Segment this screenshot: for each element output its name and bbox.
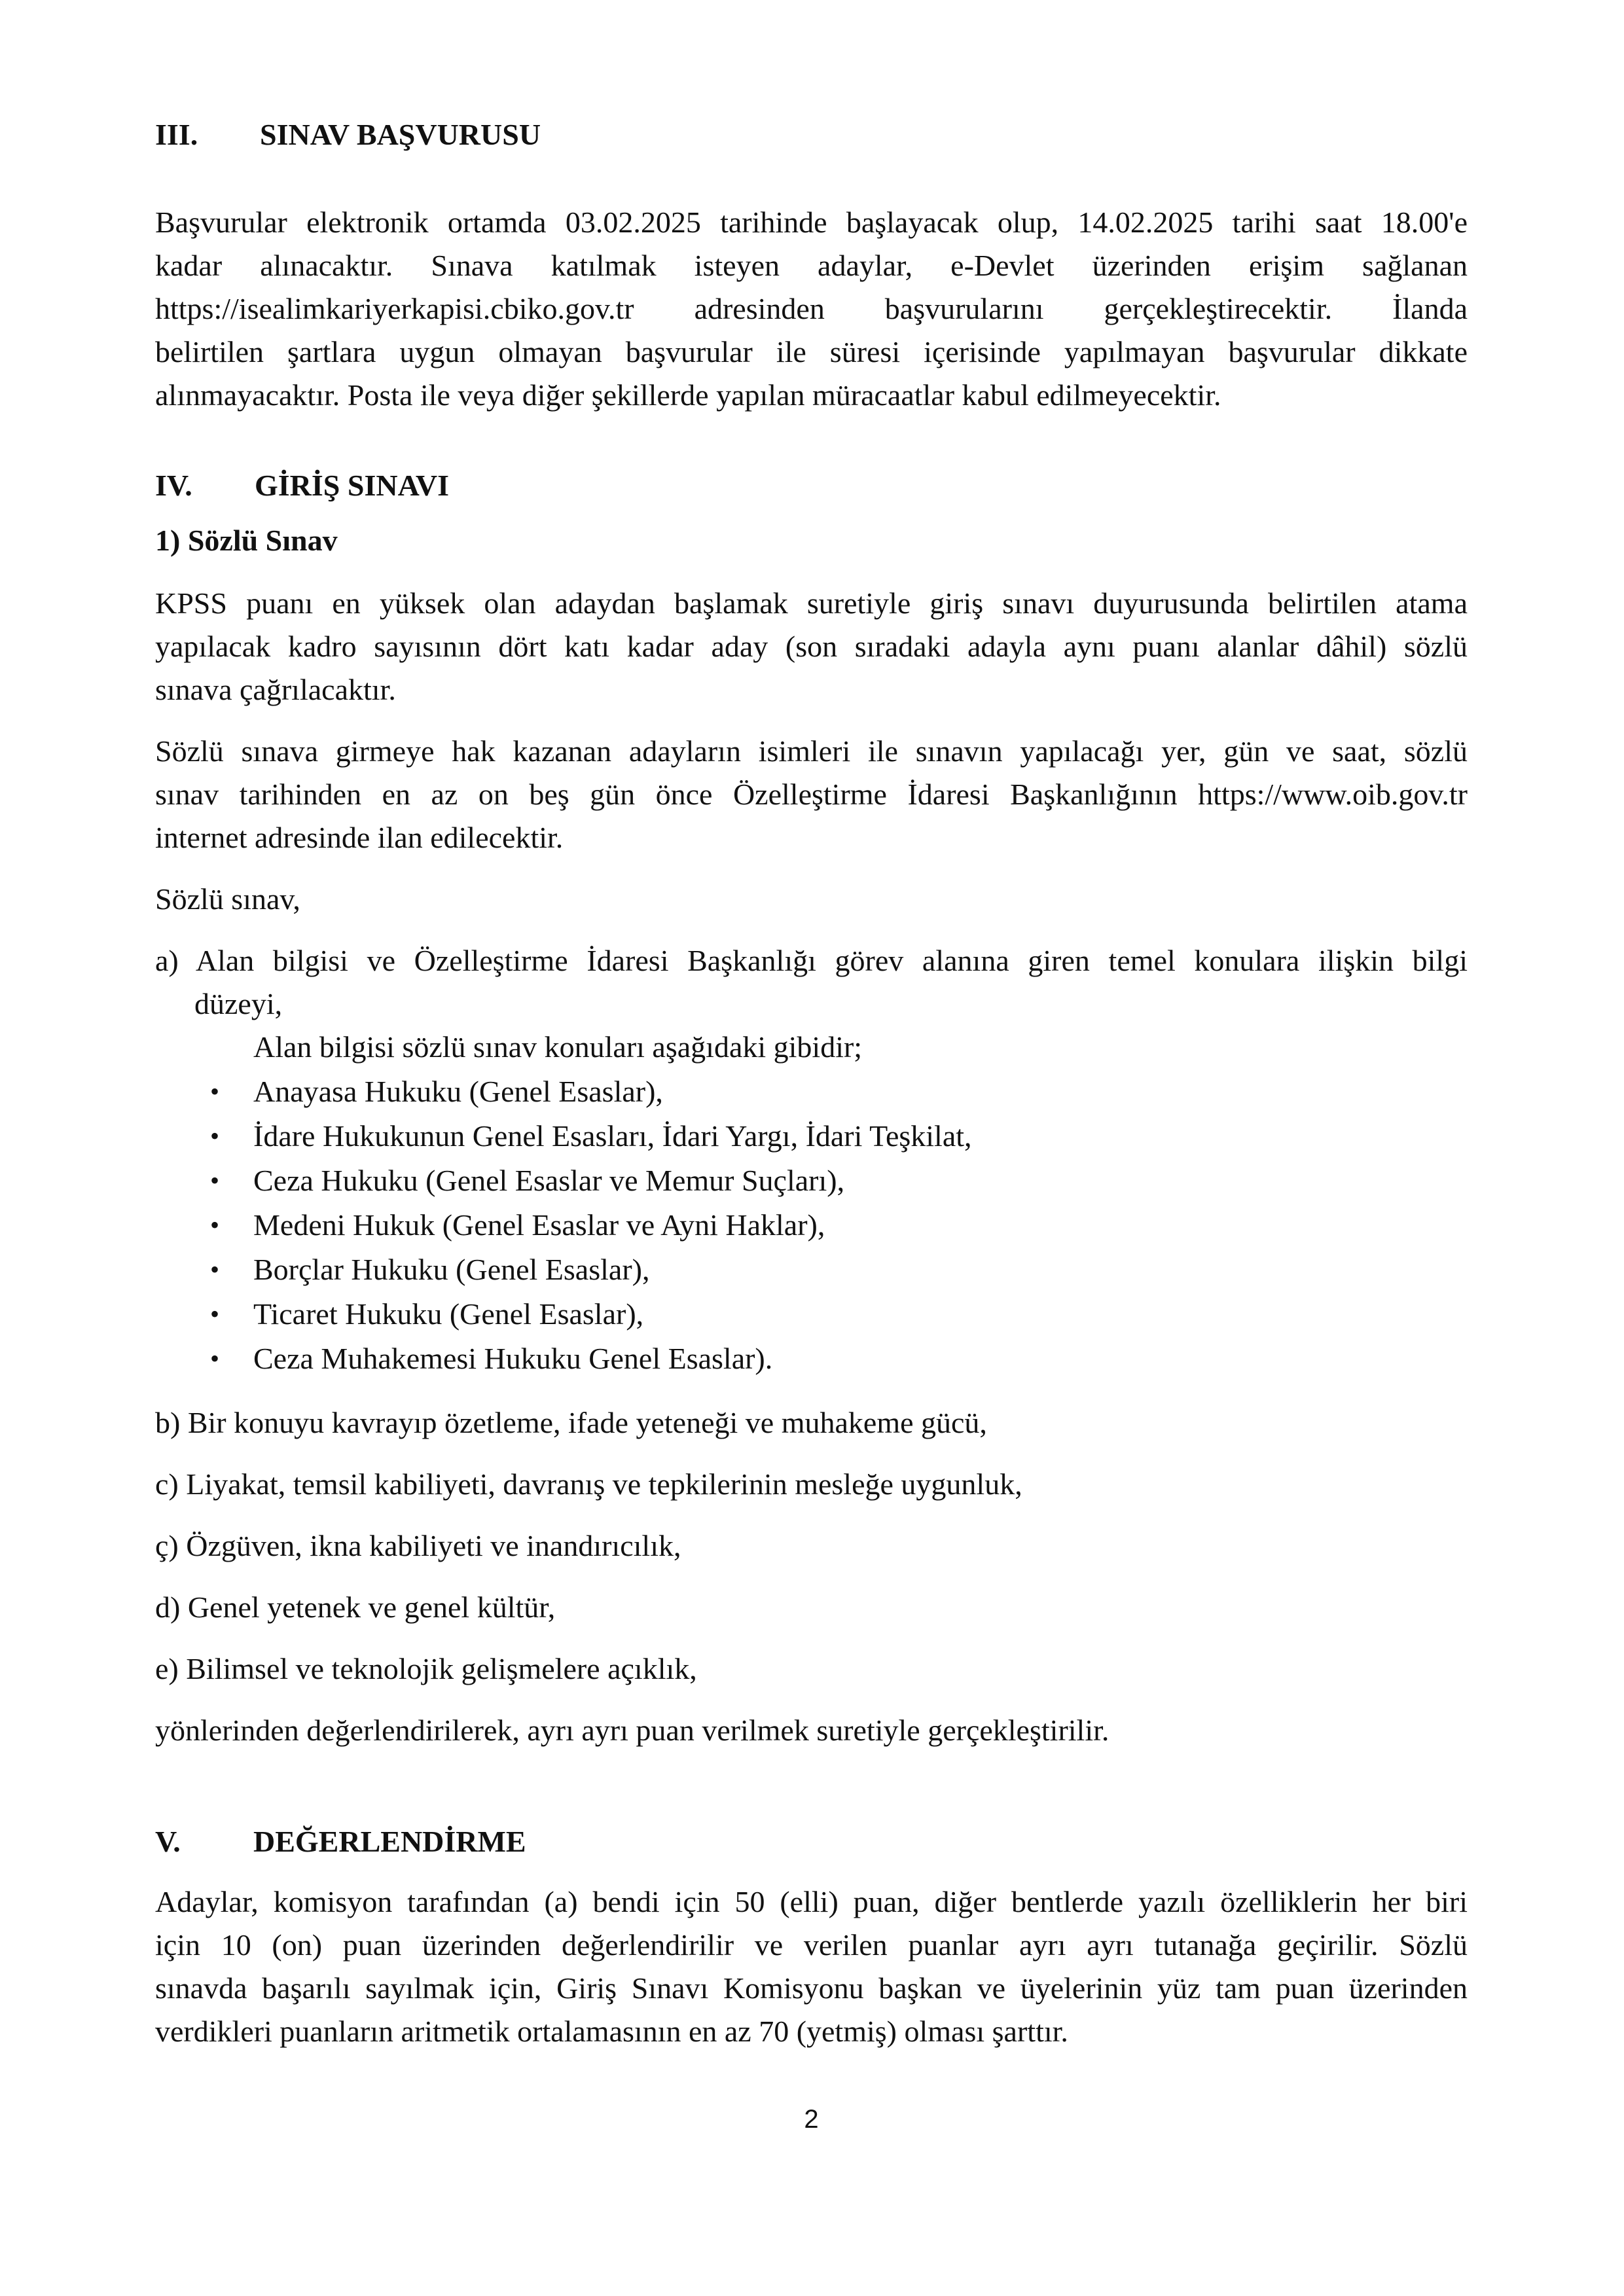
document-page: [155, 0, 1468, 2296]
section-5-paragraph-line: sınavda başarılı sayılmak için, Giriş Sınavı Komisyonu başkan ve üyelerinin yüz tam puan üzerinden: [155, 1971, 1468, 2005]
subheading-oral-exam: 1) Sözlü Sınav: [155, 524, 338, 557]
section-4-paragraph-2-line: Sözlü sınava girmeye hak kazanan adayların isimleri ile sınavın yapılacağı yer, gün ve saat, sözlü: [155, 734, 1468, 768]
topics-intro: Alan bilgisi sözlü sınav konuları aşağıdaki gibidir;: [253, 1030, 863, 1064]
section-5-paragraph-line: için 10 (on) puan üzerinden değerlendirilir ve verilen puanlar ayrı ayrı tutanağa geçirilir. Sözlü: [155, 1928, 1468, 1962]
item-a-line: düzeyi,: [194, 987, 283, 1020]
bullet-icon: •: [210, 1210, 220, 1240]
section-4-paragraph-2-line: internet adresinde ilan edilecektir.: [155, 821, 564, 854]
bullet-icon: •: [210, 1255, 220, 1284]
section-3-paragraph-line: alınmayacaktır. Posta ile veya diğer şekillerde yapılan müracaatlar kabul edilmeyecektir.: [155, 378, 1221, 412]
section-5-paragraph-line: verdikleri puanların aritmetik ortalamasının en az 70 (yetmiş) olması şarttır.: [155, 2015, 1068, 2048]
bullet-icon: •: [210, 1121, 220, 1151]
bullet-icon: •: [210, 1077, 220, 1106]
item-b: b) Bir konuyu kavrayıp özetleme, ifade yeteneği ve muhakeme gücü,: [155, 1406, 987, 1439]
item-cc: ç) Özgüven, ikna kabiliyeti ve inandırıcılık,: [155, 1529, 681, 1562]
item-e: e) Bilimsel ve teknolojik gelişmelere açıklık,: [155, 1652, 697, 1685]
topic-item: Ceza Hukuku (Genel Esaslar ve Memur Suçları),: [253, 1164, 845, 1197]
item-c: c) Liyakat, temsil kabiliyeti, davranış ve tepkilerinin mesleğe uygunluk,: [155, 1467, 1022, 1501]
oral-exam-closing: yönlerinden değerlendirilerek, ayrı ayrı puan verilmek suretiyle gerçekleştirilir.: [155, 1713, 1110, 1747]
section-4-paragraph-1-line: sınava çağrılacaktır.: [155, 673, 396, 706]
item-a-line: a) Alan bilgisi ve Özelleştirme İdaresi Başkanlığı görev alanına giren temel konulara ilişkin bilgi: [155, 944, 1468, 977]
topic-item: Anayasa Hukuku (Genel Esaslar),: [253, 1075, 663, 1108]
topic-item: Borçlar Hukuku (Genel Esaslar),: [253, 1253, 650, 1286]
bullet-icon: •: [210, 1344, 220, 1373]
section-5-number: V.: [155, 1825, 181, 1858]
section-4-paragraph-1-line: yapılacak kadro sayısının dört katı kadar aday (son sıradaki adayla aynı puanı alanlar dâhil) sözlü: [155, 630, 1468, 663]
section-5-paragraph-line: Adaylar, komisyon tarafından (a) bendi için 50 (elli) puan, diğer bentlerde yazılı özelliklerin her biri: [155, 1885, 1468, 1918]
section-3-title: SINAV BAŞVURUSU: [260, 118, 541, 151]
section-4-paragraph-2-line: sınav tarihinden en az on beş gün önce Özelleştirme İdaresi Başkanlığının https://www.oib.gov.tr: [155, 778, 1468, 811]
topic-item: Medeni Hukuk (Genel Esaslar ve Ayni Haklar),: [253, 1208, 825, 1242]
bullet-icon: •: [210, 1166, 220, 1195]
oral-exam-intro: Sözlü sınav,: [155, 882, 300, 916]
section-3-number: III.: [155, 118, 198, 151]
section-5-title: DEĞERLENDİRME: [253, 1825, 526, 1858]
bullet-icon: •: [210, 1299, 220, 1329]
page-number: 2: [804, 2105, 819, 2134]
section-4-paragraph-1-line: KPSS puanı en yüksek olan adaydan başlamak suretiyle giriş sınavı duyurusunda belirtilen atama: [155, 586, 1468, 620]
item-d: d) Genel yetenek ve genel kültür,: [155, 1590, 556, 1624]
section-4-title: GİRİŞ SINAVI: [255, 469, 450, 502]
section-3-paragraph-line: kadar alınacaktır. Sınava katılmak isteyen adaylar, e-Devlet üzerinden erişim sağlanan: [155, 249, 1468, 282]
section-4-number: IV.: [155, 469, 192, 502]
section-3-paragraph-line: belirtilen şartlara uygun olmayan başvurular ile süresi içerisinde yapılmayan başvurular dikkate: [155, 335, 1468, 368]
topic-item: Ticaret Hukuku (Genel Esaslar),: [253, 1297, 644, 1331]
topic-item: Ceza Muhakemesi Hukuku Genel Esaslar).: [253, 1342, 773, 1375]
section-3-paragraph-line: Başvurular elektronik ortamda 03.02.2025 tarihinde başlayacak olup, 14.02.2025 tarihi saat 18.00'e: [155, 206, 1468, 239]
topic-item: İdare Hukukunun Genel Esasları, İdari Yargı, İdari Teşkilat,: [253, 1119, 972, 1153]
section-3-paragraph-line: https://isealimkariyerkapisi.cbiko.gov.tr adresinden başvurularını gerçekleştirecektir. İlanda: [155, 292, 1468, 325]
